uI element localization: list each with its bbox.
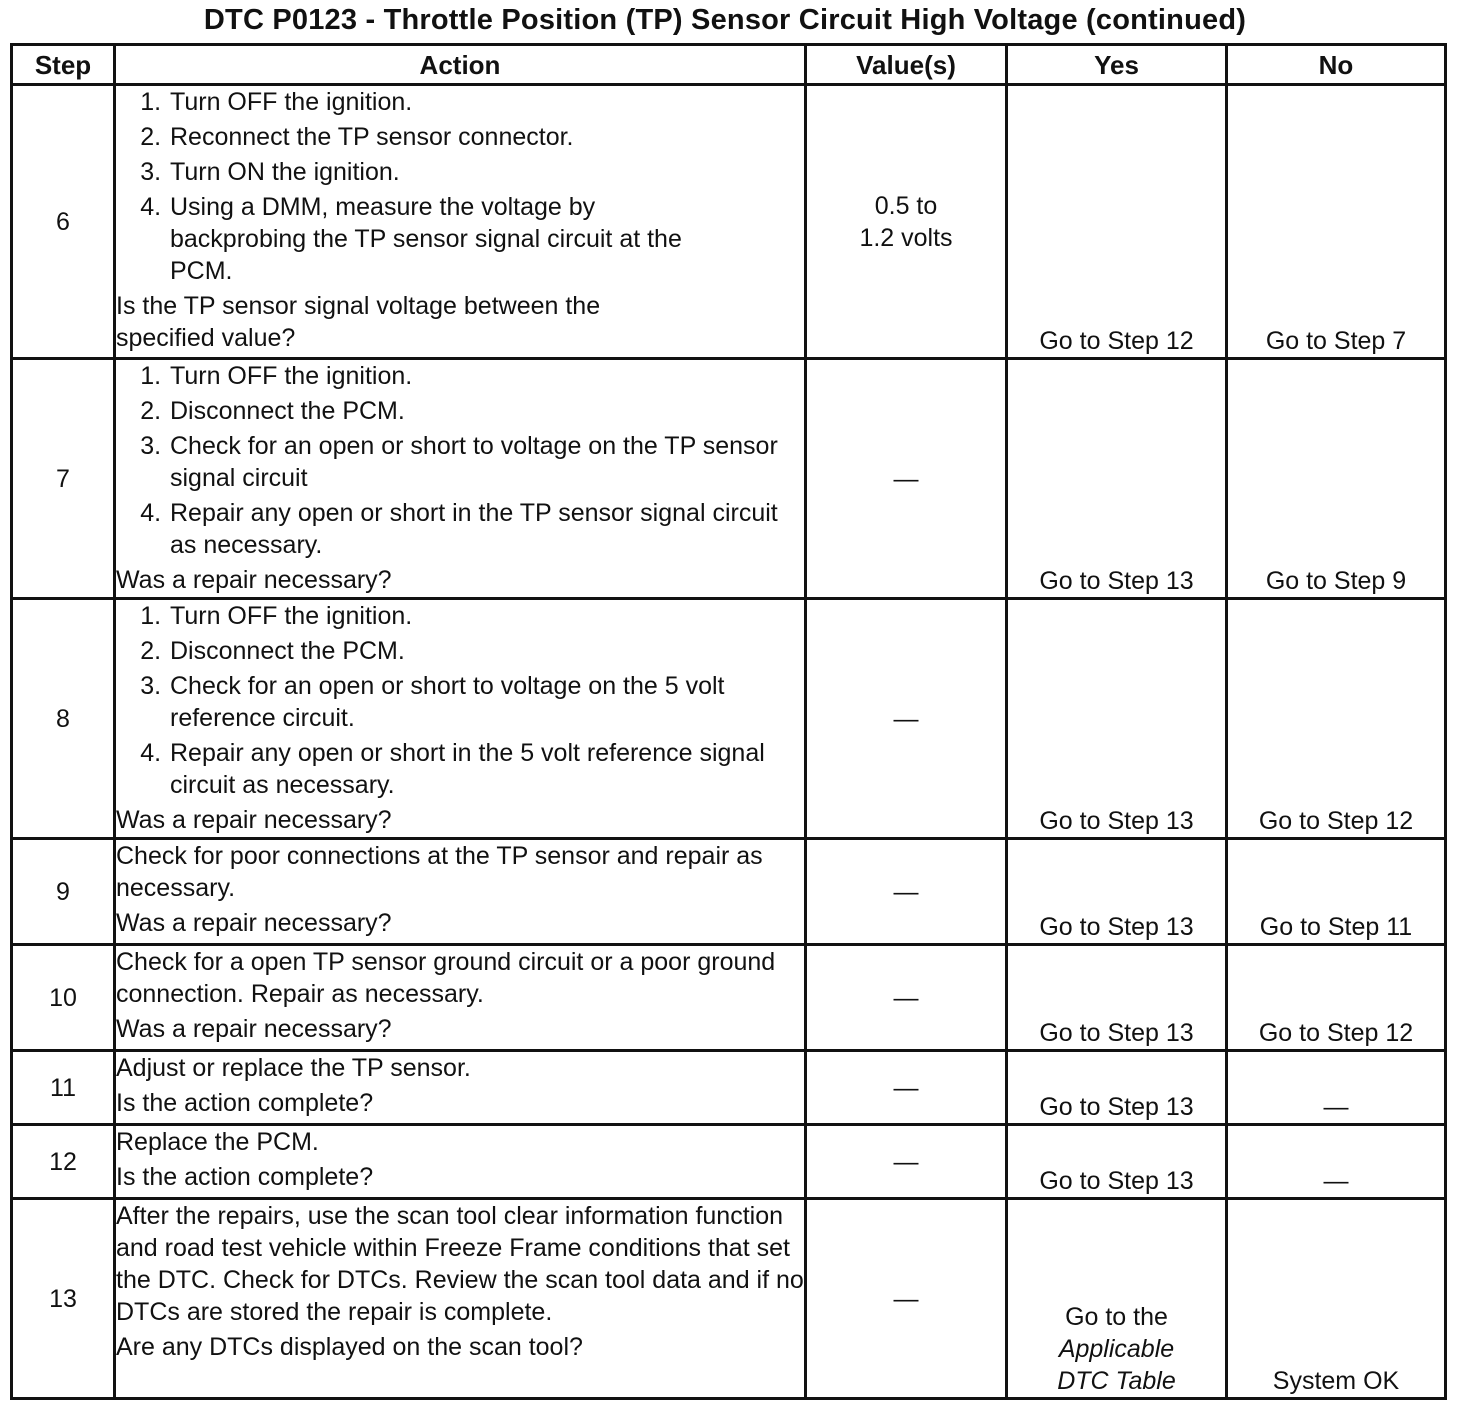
table-header-row (12, 45, 1446, 85)
substep-list (116, 600, 804, 801)
yes-result: Go to Step 13 (1007, 1051, 1227, 1125)
question: Was a repair necessary? (116, 566, 392, 594)
table-row (12, 599, 1446, 839)
action-text: Check for a open TP sensor ground circuit or a poor ground connection. Repair as necessary. (116, 948, 776, 1008)
yes-result: Go to Step 13 (1007, 839, 1227, 945)
action-cell (115, 945, 806, 1051)
header-step: Step (12, 45, 115, 85)
yes-result: Go to Step 12 (1007, 85, 1227, 359)
value-cell: — (806, 839, 1007, 945)
value-cell: — (806, 1125, 1007, 1199)
step-number: 8 (12, 599, 115, 839)
value-cell: — (806, 1051, 1007, 1125)
question: Was a repair necessary? (116, 806, 392, 834)
step-number: 10 (12, 945, 115, 1051)
header-no: No (1227, 45, 1446, 85)
page-title: DTC P0123 - Throttle Position (TP) Sensor Circuit High Voltage (continued) (203, 4, 1247, 36)
step-number: 6 (12, 85, 115, 359)
action-cell (115, 1125, 806, 1199)
table-row (12, 1051, 1446, 1125)
value-cell: — (806, 599, 1007, 839)
substep: 2. Disconnect the PCM. (168, 635, 804, 667)
substep: 4. Repair any open or short in the 5 volt reference signal circuit as necessary. (168, 737, 804, 801)
step-number: 12 (12, 1125, 115, 1199)
dtc-diagnostic-table (10, 43, 1447, 1400)
table-row (12, 839, 1446, 945)
header-action: Action (115, 45, 806, 85)
value-line: 1.2 volts (859, 223, 953, 252)
table-row (12, 359, 1446, 599)
substep: 3. Check for an open or short to voltage on the TP sensor signal circuit (168, 430, 804, 494)
yes-result-line: Go to the (1065, 1303, 1168, 1331)
step-number: 13 (12, 1199, 115, 1399)
value-cell: — (806, 359, 1007, 599)
action-cell (115, 359, 806, 599)
action-text: After the repairs, use the scan tool clear information function and road test vehicle within Freeze Frame conditions that set the DTC. Check for DTCs. Review the scan tool data and if no DTCs are stored the repair is complete. (116, 1202, 804, 1326)
no-result: — (1227, 1125, 1446, 1199)
header-yes: Yes (1007, 45, 1227, 85)
action-cell (115, 1199, 806, 1399)
question: Is the action complete? (116, 1089, 374, 1117)
substep-list (116, 360, 804, 561)
question: Are any DTCs displayed on the scan tool? (116, 1333, 583, 1361)
substep-list (116, 86, 804, 287)
substep: 4. Repair any open or short in the TP sensor signal circuit as necessary. (168, 497, 804, 561)
value-line: 0.5 to (874, 191, 938, 220)
substep: 3. Turn ON the ignition. (168, 156, 804, 188)
substep: 3. Check for an open or short to voltage on the 5 volt reference circuit. (168, 670, 804, 734)
step-number: 9 (12, 839, 115, 945)
yes-result (1007, 1199, 1227, 1399)
action-text: Check for poor connections at the TP sensor and repair as necessary. (116, 842, 763, 902)
no-result: Go to Step 11 (1227, 839, 1446, 945)
action-cell (115, 85, 806, 359)
no-result: Go to Step 7 (1227, 85, 1446, 359)
table-row (12, 1199, 1446, 1399)
table-row (12, 1125, 1446, 1199)
no-result: — (1227, 1051, 1446, 1125)
no-result: Go to Step 12 (1227, 599, 1446, 839)
question: Is the TP sensor signal voltage between the specified value? (116, 292, 601, 352)
applicable-dtc-table-link: DTC Table (1057, 1367, 1176, 1395)
action-text: Replace the PCM. (116, 1128, 319, 1156)
action-cell (115, 839, 806, 945)
value-cell (806, 85, 1007, 359)
header-values: Value(s) (806, 45, 1007, 85)
question: Was a repair necessary? (116, 909, 392, 937)
question: Is the action complete? (116, 1163, 374, 1191)
action-text: Adjust or replace the TP sensor. (116, 1054, 471, 1082)
yes-result: Go to Step 13 (1007, 359, 1227, 599)
step-number: 11 (12, 1051, 115, 1125)
substep: 1. Turn OFF the ignition. (168, 360, 804, 392)
substep: 1. Turn OFF the ignition. (168, 600, 804, 632)
applicable-dtc-table-link: Applicable (1058, 1335, 1175, 1363)
yes-result: Go to Step 13 (1007, 1125, 1227, 1199)
step-number: 7 (12, 359, 115, 599)
substep: 2. Reconnect the TP sensor connector. (168, 121, 804, 153)
no-result: Go to Step 9 (1227, 359, 1446, 599)
action-cell (115, 599, 806, 839)
substep: 1. Turn OFF the ignition. (168, 86, 804, 118)
value-cell: — (806, 945, 1007, 1051)
no-result: System OK (1227, 1199, 1446, 1399)
substep: 4. Using a DMM, measure the voltage by backprobing the TP sensor signal circuit at the PCM. (168, 191, 804, 287)
action-cell (115, 1051, 806, 1125)
question: Was a repair necessary? (116, 1015, 392, 1043)
yes-result: Go to Step 13 (1007, 599, 1227, 839)
yes-result: Go to Step 13 (1007, 945, 1227, 1051)
substep: 2. Disconnect the PCM. (168, 395, 804, 427)
no-result: Go to Step 12 (1227, 945, 1446, 1051)
value-cell: — (806, 1199, 1007, 1399)
table-row (12, 945, 1446, 1051)
table-row (12, 85, 1446, 359)
